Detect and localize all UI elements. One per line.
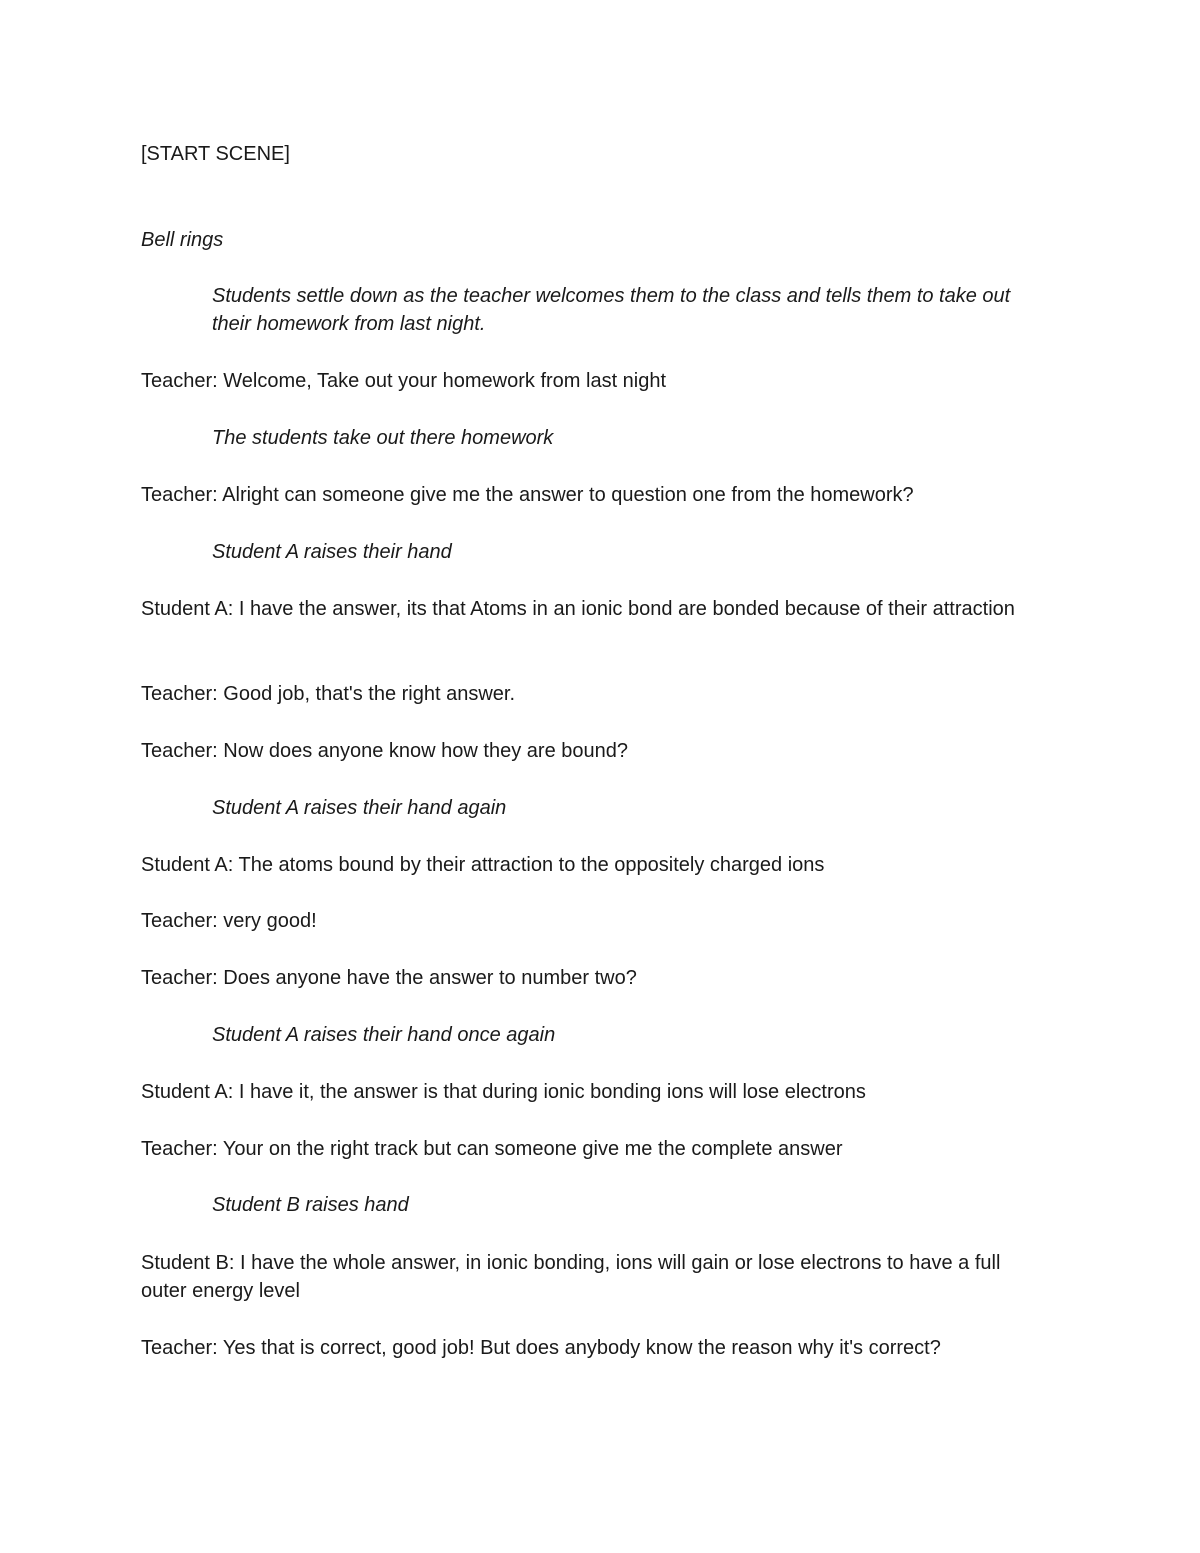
dialogue-line: Teacher: very good! (141, 910, 317, 932)
stage-direction: Students settle down as the teacher welcomes them to the class and tells them to take out their homework from last night. (212, 285, 1011, 335)
dialogue-line: Student B: I have the whole answer, in ionic bonding, ions will gain or lose electrons to have a full outer energy level (141, 1252, 1001, 1302)
dialogue-line: Teacher: Does anyone have the answer to number two? (141, 967, 637, 989)
dialogue-line: Student A: I have the answer, its that Atoms in an ionic bond are bonded because of their attraction (141, 598, 1015, 620)
dialogue-line: Teacher: Now does anyone know how they are bound? (141, 740, 628, 762)
scene-heading: [START SCENE] (141, 143, 290, 165)
dialogue-line: Student A: I have it, the answer is that during ionic bonding ions will lose electrons (141, 1081, 866, 1103)
dialogue-line: Student A: The atoms bound by their attraction to the oppositely charged ions (141, 854, 825, 876)
stage-direction: Bell rings (141, 229, 224, 251)
stage-direction: Student A raises their hand (212, 541, 452, 563)
dialogue-line: Teacher: Yes that is correct, good job! But does anybody know the reason why it's correct? (141, 1337, 941, 1359)
stage-direction: Student B raises hand (212, 1194, 409, 1216)
dialogue-line: Teacher: Welcome, Take out your homework from last night (141, 370, 667, 392)
stage-direction: Student A raises their hand once again (212, 1024, 556, 1046)
stage-direction: Student A raises their hand again (212, 797, 507, 819)
dialogue-line: Teacher: Your on the right track but can someone give me the complete answer (141, 1138, 843, 1160)
stage-direction: The students take out there homework (212, 427, 554, 449)
dialogue-line: Teacher: Alright can someone give me the answer to question one from the homework? (141, 484, 914, 506)
dialogue-line: Teacher: Good job, that's the right answer. (141, 683, 516, 705)
